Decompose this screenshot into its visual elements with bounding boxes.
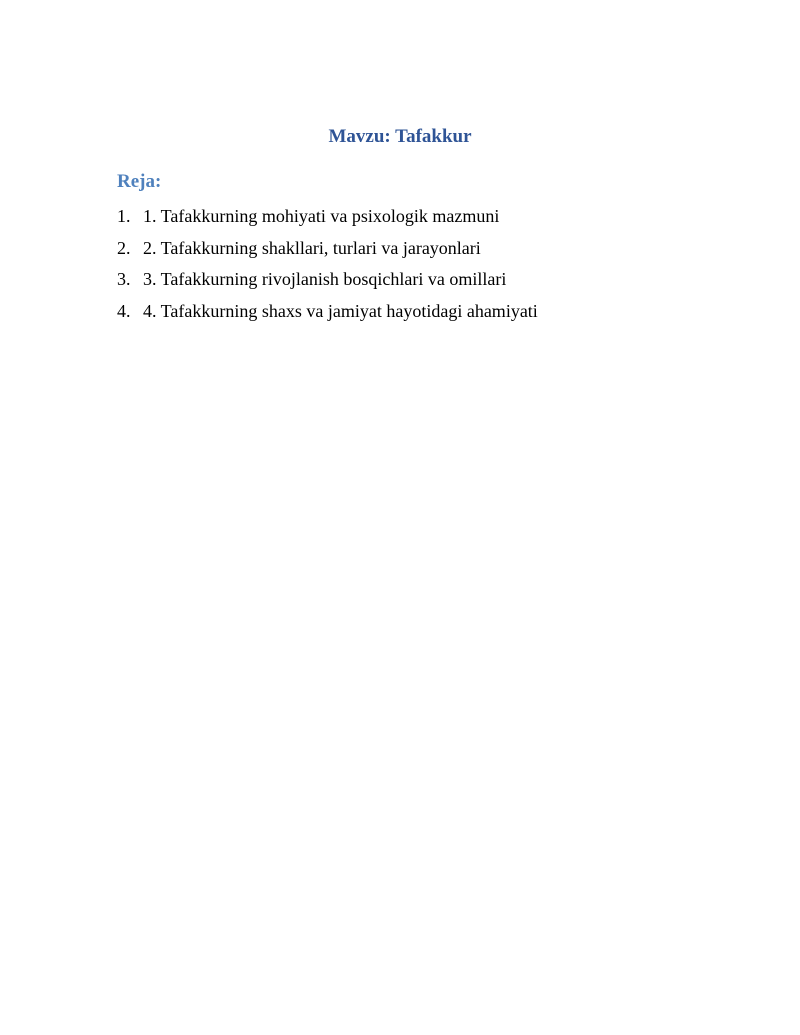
list-item-number: 3. [117,269,131,289]
list-item [117,201,538,233]
list-item [117,264,538,296]
list-item-text: 2. Tafakkurning shakllari, turlari va jarayonlari [143,237,481,258]
list-item-number: 4. [117,300,131,321]
list-item-number: 1. [117,206,131,226]
list-item-text: 3. Tafakkurning rivojlanish bosqichlari va omillari [143,269,507,289]
list-item-number: 2. [117,237,131,258]
list-item-text: 1. Tafakkurning mohiyati va psixologik mazmuni [143,206,500,226]
plan-list [117,201,538,327]
list-item [117,296,538,328]
list-item-text: 4. Tafakkurning shaxs va jamiyat hayotidagi ahamiyati [143,300,538,321]
document-title: Mavzu: Tafakkur [328,126,472,147]
list-item [117,233,538,265]
plan-heading: Reja: [117,171,162,192]
